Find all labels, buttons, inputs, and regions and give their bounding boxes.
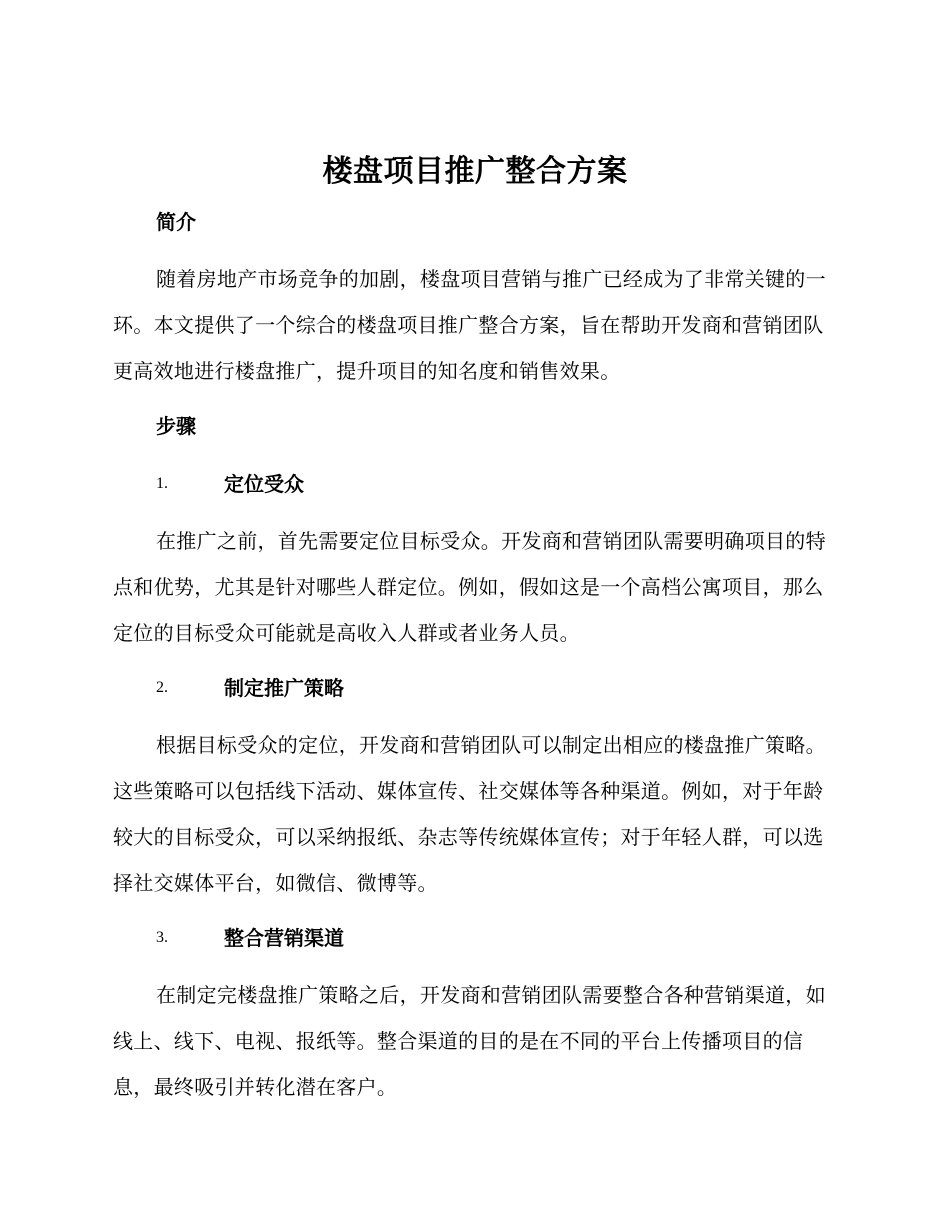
steps-heading: 步骤 <box>156 414 196 438</box>
step-3-paragraph: 在制定完楼盘推广策略之后，开发商和营销团队需要整合各种营销渠道，如线上、线下、电视、报纸等。整合渠道的目的是在不同的平台上传播项目的信息，最终吸引并转化潜在客户。 <box>113 983 826 1099</box>
step-2-number: 2. <box>156 679 168 696</box>
step-1-number: 1. <box>156 475 168 492</box>
step-1-paragraph: 在推广之前，首先需要定位目标受众。开发商和营销团队需要明确项目的特点和优势，尤其是针对哪些人群定位。例如，假如这是一个高档公寓项目，那么定位的目标受众可能就是高收入人群或者业务人员。 <box>113 529 826 645</box>
step-3-title: 整合营销渠道 <box>224 926 344 950</box>
document-title: 楼盘项目推广整合方案 <box>322 154 628 189</box>
step-2-paragraph: 根据目标受众的定位，开发商和营销团队可以制定出相应的楼盘推广策略。这些策略可以包括线下活动、媒体宣传、社交媒体等各种渠道。例如，对于年龄较大的目标受众，可以采纳报纸、杂志等传统媒体宣传；对于年轻人群，可以选择社交媒体平台，如微信、微博等。 <box>113 733 826 895</box>
intro-paragraph: 随着房地产市场竞争的加剧，楼盘项目营销与推广已经成为了非常关键的一环。本文提供了一个综合的楼盘项目推广整合方案，旨在帮助开发商和营销团队更高效地进行楼盘推广，提升项目的知名度和销售效果。 <box>113 267 826 383</box>
intro-heading: 简介 <box>156 210 196 234</box>
step-3-number: 3. <box>156 929 168 946</box>
step-1-title: 定位受众 <box>224 472 304 496</box>
step-2-title: 制定推广策略 <box>224 676 344 700</box>
